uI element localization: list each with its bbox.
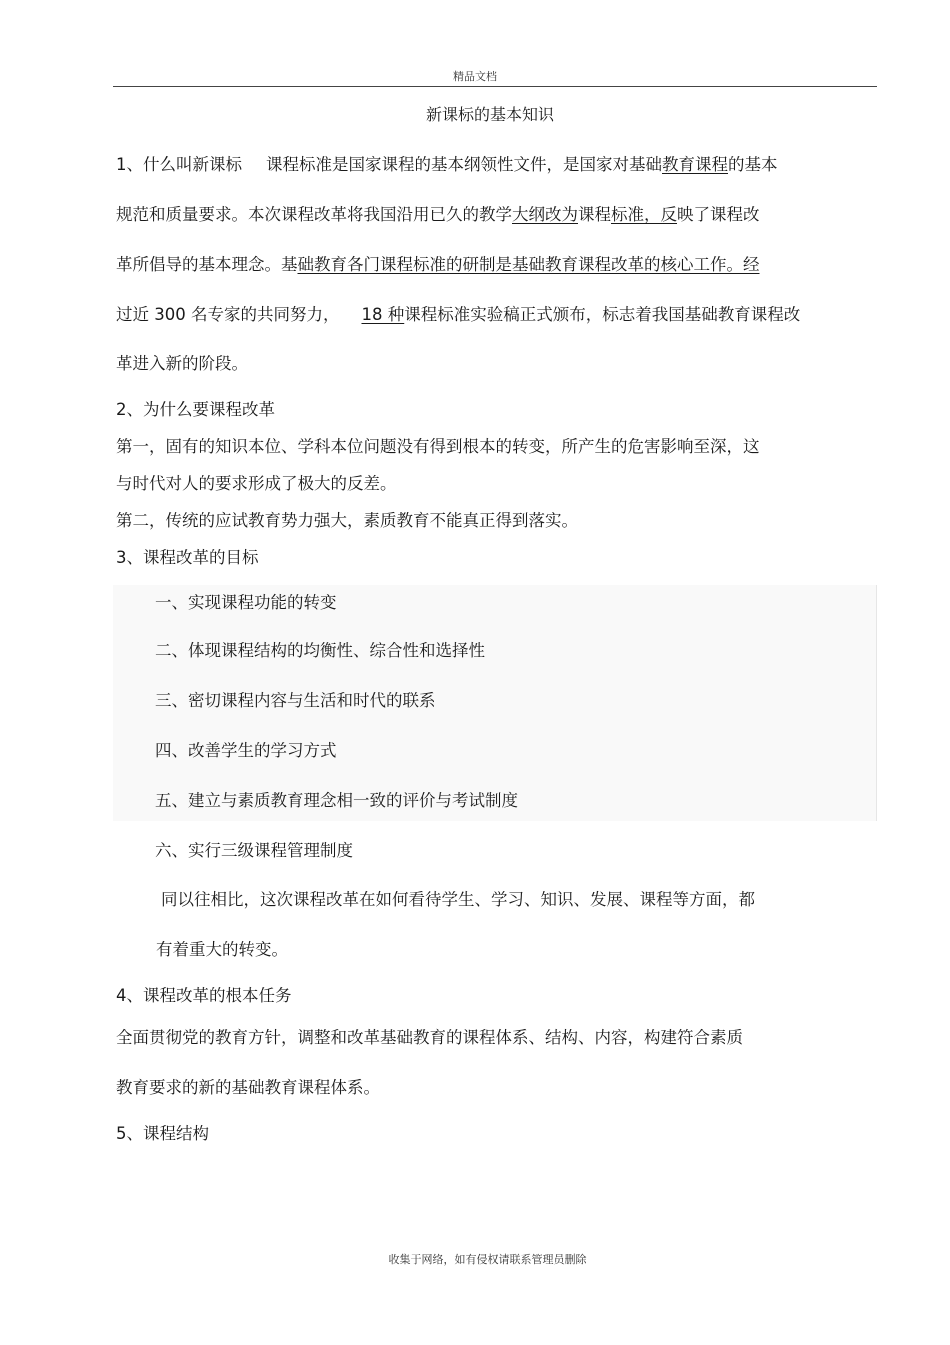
s1-text: 规范和质量要求。本次课程改革将我国沿用已久的教学 xyxy=(116,205,512,224)
s1-text: 课程标准实验稿正式颁布，标志着我国基础教育课程改 xyxy=(404,305,801,324)
s1-text: 的基本 xyxy=(728,155,778,174)
s5-heading: 5、课程结构 xyxy=(116,1124,209,1143)
s2-line-1: 第一，固有的知识本位、学科本位问题没有得到根本的转变，所产生的危害影响至深，这 xyxy=(116,437,760,456)
page-header: 精品文档 xyxy=(453,70,497,83)
s3-note-1: 同以往相比，这次课程改革在如何看待学生、学习、知识、发展、课程等方面，都 xyxy=(161,890,755,909)
s1-text: 革所倡导的基本理念。基 xyxy=(116,255,298,274)
s1-text: 映了课程改 xyxy=(677,205,760,224)
s4-line-2: 教育要求的新的基础教育课程体系。 xyxy=(116,1078,380,1097)
s3-heading: 3、课程改革的目标 xyxy=(116,548,259,567)
s2-heading: 2、为什么要课程改革 xyxy=(116,400,275,419)
s1-underline: 18 种 xyxy=(361,305,405,324)
s1-line-5: 革进入新的阶段。 xyxy=(116,354,248,373)
goal-item: 四、改善学生的学习方式 xyxy=(155,741,337,760)
s1-line-4 xyxy=(116,301,800,325)
goal-item: 三、密切课程内容与生活和时代的联系 xyxy=(155,691,436,710)
goal-item: 一、实现课程功能的转变 xyxy=(155,593,337,612)
s2-line-3: 第二，传统的应试教育势力强大，素质教育不能真正得到落实。 xyxy=(116,511,578,530)
s1-underline: 标准，反 xyxy=(611,205,677,224)
s1-text: 课程标准是国家课程的基本纲领性文件，是国家对基础 xyxy=(266,155,662,174)
goal-item: 五、建立与素质教育理念相一致的评价与考试制度 xyxy=(155,791,518,810)
document-title: 新课标的基本知识 xyxy=(425,105,554,124)
s3-note-2: 有着重大的转变。 xyxy=(156,940,288,959)
goal-item: 二、体现课程结构的均衡性、综合性和选择性 xyxy=(155,641,485,660)
s4-heading: 4、课程改革的根本任务 xyxy=(116,986,292,1005)
s1-line-1 xyxy=(116,151,778,175)
s1-line-2 xyxy=(116,201,760,225)
s1-text: 课程 xyxy=(578,205,611,224)
s1-underline: 础教育各门课程标准的研制是基础教育课程改革的核心工作。经 xyxy=(297,255,760,274)
header-rule xyxy=(113,86,877,87)
goal-item: 六、实行三级课程管理制度 xyxy=(155,841,353,860)
s2-line-2: 与时代对人的要求形成了极大的反差。 xyxy=(116,474,397,493)
s1-underline: 教育课程 xyxy=(662,155,728,174)
s4-line-1: 全面贯彻党的教育方针，调整和改革基础教育的课程体系、结构、内容，构建符合素质 xyxy=(116,1028,743,1047)
page-footer: 收集于网络，如有侵权请联系管理员删除 xyxy=(388,1253,587,1266)
s1-heading: 1、什么叫新课标 xyxy=(116,155,242,174)
s1-underline: 大纲改为 xyxy=(512,205,578,224)
s1-text: 过近 300 名专家的共同努力， xyxy=(116,305,340,324)
s1-line-3 xyxy=(116,251,760,275)
